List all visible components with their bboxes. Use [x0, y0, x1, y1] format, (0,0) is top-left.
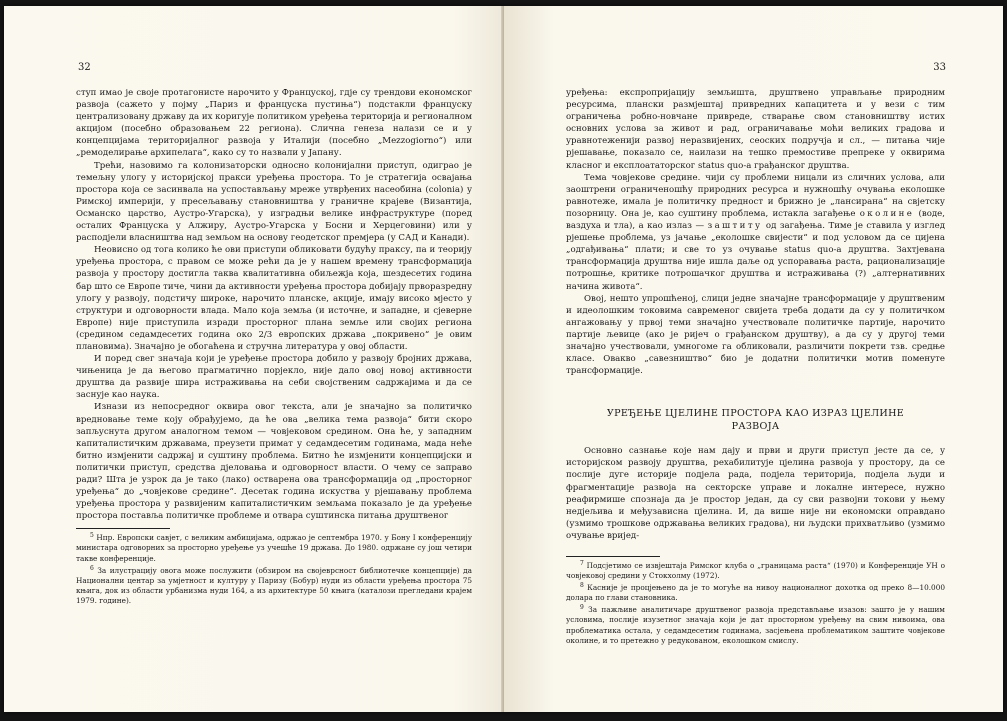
paragraph: Овој, нешто упрошћеној, слици једне значајне трансформације у друштвеним и идеолошким токовима савременог свијета треба додати да су у политичком ангажовању у првој теми значајно учествовале политичке партије, нарочито партије љевице (ако је ријеч о грађанском друштву), а да су у другој теми значајно учествовали, умногоме га обликовали, различити покрети тзв. средње класе. Овакво „савезништво“ био је додатни политички мотив поменуте трансформације.: [566, 293, 945, 377]
footnote-divider: [76, 528, 170, 529]
paragraph: Тема човјекове средине. чији су проблеми ницали из сличних услова, али заоштрени ограниченошћу природних ресурса и нужношћу очувања еколошке равнотеже, имала је политичку предност и брижно је „лансирана“ на свјетску позорницу. Она је, као суштину проблема, истакла загађење околине (воде, ваздуха и тла), а као излаз — заштиту од загађења. Тиме је ставила у изглед рјешење проблема, уз јачање „еколошке свијести“ и под условом да се цијена „одгађивања“ плати; и све то уз очување status quo-а друштва. Захтјевана трансформација друштва није ишла даље од успоравања раста, рационализације потрошње, критике потрошачког друштва и истраживања (?) „алтернативних начина живота“.: [566, 172, 946, 292]
page-number: 32: [78, 62, 91, 73]
left-page: [4, 6, 504, 712]
paragraph: Неовисно од тога колико ће ови приступи обликовати будућу праксу, па и теорију уређења простора, с правом се може рећи да је у нашем времену трансформација развоја у простору достигла таква квалитативна обиљежја која, шездесетих година бар што се Европе тиче, чини да активности уређења простора добијају прворазредну улогу у развоју, подстичу широке, нарочито планске, акције, имају високо мјесто у структури и одговорности влада. Мало која земља (и источне, и западне, и сјеверне Европе) није приступила изради просторног плана земље или својих региона (средином седамдесетих година око 2/3 европских држава „покривено“ је овим плановима). Значајно је обогаћена и стручна литература у овој области.: [76, 245, 473, 352]
main-text: [566, 87, 945, 542]
main-text: [76, 87, 472, 522]
spaced-word: заштиту: [707, 221, 763, 232]
footnote: $^6$ За илустрацију овога може послужити (обзиром на својеврсност библиотечке концепције) да Национални центар за умјетност и културу у Паризу (Бобур) нуди из области уређења простора 75 књига, док из области урбанизма нуди 164, а из архитектуре 50 књига (каталози прегледани крајем 1979. године).: [76, 564, 472, 605]
footnote-divider: [566, 556, 660, 557]
paragraph: И поред свег значаја који је уређење простора добило у развоју бројних држава, чињеница је да његово прагматично порјекло, није дало овој новој активности друштва да развије шира истраживања на себи својственим садржајима и да се заснује као наука.: [76, 354, 472, 401]
spaced-word: околине: [859, 208, 915, 219]
footnote: $^9$ За пажљиве аналитичаре друштвеног развоја представљање изазов: зашто је у нашим условима, послије изузетног значаја који је дат просторном уређењу на свим нивоима, ова проблематика остала, у седамдесетим годинама, засјењена проблематиком заштите човјекове околине, и то претежно у редукованом, еколошком смислу.: [566, 604, 945, 645]
paragraph: Трећи, назовимо га колонизаторски односно колонијални приступ, одиграо је темељну улогу у историјској пракси уређења простора. То је стратегија освајања простора која се засинвала на успостављању мреже утврђених насеобина (colonia) у Римској империји, у пресељавању становништва у граничне крајеве (Византија, Османско царство, Аустро-Угарска), у изградњи велике инфраструктуре (поред осталих Француска у Алжиру, Аустро-Угарска у Босни и Херцеговини) или у расподјели власништва над земљом на основу геодетског премјера (у САД и Канади).: [76, 160, 472, 244]
paragraph: уређења: експропријацију земљишта, друштвено управљање природним ресурсима, плански размјештај привредних капацитета и у вези с тим ограничења робно-новчане привреде, стварање свом становништву истих основних услова за живот и рад, ограничавање моћи великих градова и уравнотеженији развој неразвијених, сеоских подручја и сл., — питања чије рјешавање, показало се, наилази на тешко премостиве препреке у оквирима класног и експлоататорског status quo-а грађанског друштва.: [566, 88, 945, 171]
footnotes: [76, 533, 472, 606]
footnote: $^8$ Касније је процјењено да је то могуће на нивоу националног дохотка од преко 8—10.000 долара по глави становника.: [566, 582, 945, 603]
section-heading: УРЕЂЕЊЕ ЦЈЕЛИНЕ ПРОСТОРА КАО ИЗРАЗ ЦЈЕЛИНЕ РАЗВОЈА: [606, 408, 905, 433]
page-number: 33: [933, 62, 946, 73]
paragraph: Изнази из непосредног оквира овог текста, али је значајно за политичко вредновање теме коју обрађујемо, да ће ова „велика тема развоја“ бити скоро запљуснута другом аналогном темом — човјековом средином. Она ће, у западним капиталистичким државама, преузети примат у седамдесетим годинама, мада неће битно измјенити садржај и суштину проблема. Битно ће измјенити концепцијски и политички приступ, средства дјеловања и одговорност власти. О чему се заправо ради? Шта је узрок да је тако (лако) остварена ова трансформација од „просторног уређења“ до „човјекове средине“. Десетак година искуства у рјешавању проблема уређења простора у развијеним капиталистичким земљама показало је да уређење простора поставља политичке проблеме и отвара суштинска питања друштвеног: [76, 402, 472, 522]
footnote: $^7$ Подсјетимо се извјештаја Римског клуба о „границама раста“ (1970) и Конференције УН о човјековој средини у Стокхолму (1972).: [566, 560, 945, 581]
footnote: $^5$ Нпр. Европски савјет, с великим амбицијама, одржао је септембра 1970. у Бону I конференцију министара одговорних за просторно уређење уз учешће 19 држава. До 1980. одржане су још четири такве конференције.: [76, 532, 472, 563]
paragraph: ступ имао је своје протагонисте нарочито у Француској, гдје су трендови економског развоја (сажето у појму „Париз и француска пустиња“) подстакли француску централизовану државу да их коригује политиком уређења територија и регионалном акцијом (посебно образовањем 22 региона). Слична генеза налази се и у концепцијама територијалног развоја у Италији (посебно „Mezzogiorno“) или „ремоделирање архипелага“, како су то назвали у Јапану.: [76, 88, 472, 159]
paragraph: Основно сазнање које нам дају и први и други приступ јесте да се, у историјском развоју друштва, рехабилитује цјелина развоја у простору, да се послије дуге историје подјела рада, подјела територија, подјела људи и фрагментације развоја на секторске управе и локалне интересе, нужно реафирмише спознаја да је простор један, да су сви развојни токови у њему недјељива и међузависна цјелина. И, да више није ни економски оправдано (узмимо трошкове одржавања великих градова), ни људски прихватљиво (узмимо очување вријед-: [566, 446, 945, 541]
book-spread: [4, 6, 1003, 712]
footnotes: [566, 561, 945, 646]
right-page: [504, 6, 1003, 712]
